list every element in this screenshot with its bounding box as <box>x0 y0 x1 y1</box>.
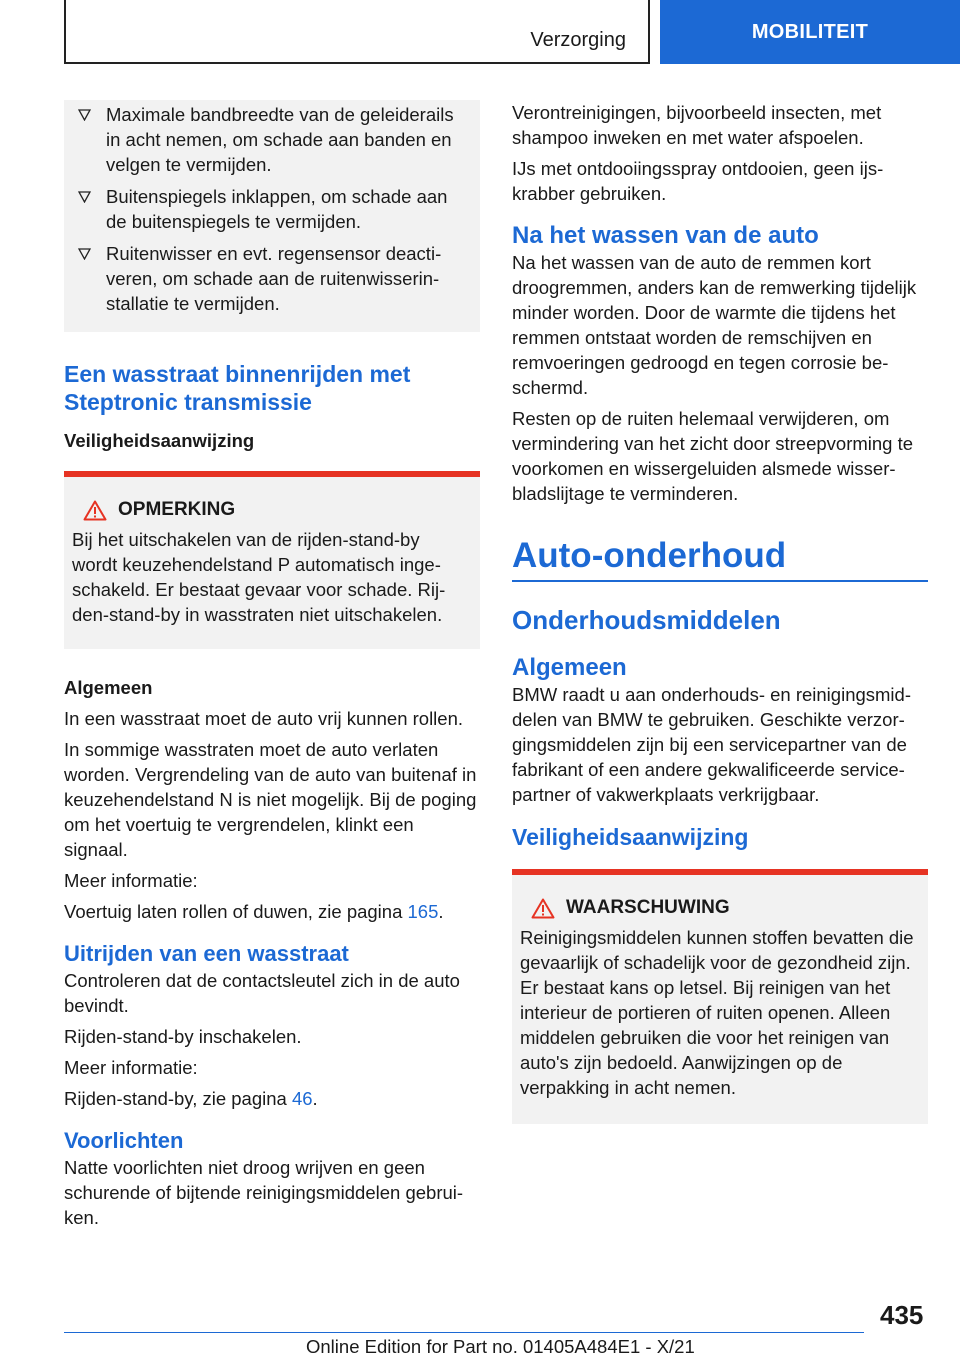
warning-header <box>520 897 914 919</box>
page-reference: Voertuig laten rollen of duwen, zie pagina 165. <box>64 901 444 922</box>
footer-rule <box>64 1332 864 1333</box>
page-link-46[interactable]: 46 <box>291 1088 313 1109</box>
heading-onderhoudsmiddelen: Onderhoudsmiddelen <box>512 605 781 635</box>
notice-header <box>72 499 466 521</box>
paragraph: Controleren dat de contactsleutel zich in de auto bevindt. <box>64 970 460 1016</box>
header-section-title: Verzorging <box>530 29 626 51</box>
bullet-text: Buitenspiegels inklappen, om schade aan de buitenspiegels te vermijden. <box>106 186 448 232</box>
page-reference: Rijden-stand-by, zie pagina 46. <box>64 1088 318 1109</box>
notice-box <box>64 471 480 649</box>
paragraph: Natte voorlichten niet droog wrijven en geen schurende of bijtende reinigingsmiddelen gebruiken. <box>64 1157 464 1228</box>
triangle-bullet-icon <box>78 241 106 316</box>
paragraph: Na het wassen van de auto de remmen kort droogremmen, anders kan de remwerking tijdelijk minder worden. Door de warmte die tijdens het remmen ontstaat worden de remschijven en remvoeringen gedroogd en tegen corrosie beschermd. <box>512 252 917 398</box>
heading-voorlichten: Voorlichten <box>64 1128 184 1153</box>
triangle-bullet-icon <box>78 102 106 177</box>
paragraph: In sommige wasstraten moet de auto verlaten worden. Vergrendeling van de auto van buitenaf in keuzehendelstand N is niet mogelijk. Bij de poging om het voertuig te vergrendelen, klinkt een signaal. <box>64 739 477 860</box>
heading-veiligheid-right: Veiligheidsaanwijzing <box>512 824 749 850</box>
list-item <box>78 102 462 184</box>
heading-uitrijden: Uitrijden van een wasstraat <box>64 941 349 966</box>
header-chapter-tab[interactable]: MOBILITEIT <box>660 0 960 64</box>
left-column <box>64 100 480 1236</box>
list-item <box>78 241 462 326</box>
paragraph: IJs met ontdooiingsspray ontdooien, geen ijskrabber gebruiken. <box>512 158 884 204</box>
chapter-title: Auto-onderhoud <box>512 536 787 575</box>
bullet-list-box <box>64 100 480 332</box>
page-link-165[interactable]: 165 <box>407 901 439 922</box>
warning-text: Reinigingsmiddelen kunnen stoffen bevatten die gevaarlijk of schadelijk voor de gezondheid zijn. Er bestaat kans op letsel. Bij reinigen van het interieur de portieren of ruiten openen. Alleen middelen gebruiken die voor het reinigen van auto's zijn bedoeld. Aanwijzingen op de verpakking in acht nemen. <box>520 927 914 1098</box>
triangle-bullet-icon <box>78 184 106 234</box>
page-number: 435 <box>880 1300 924 1330</box>
paragraph: Verontreinigingen, bijvoorbeeld insecten, met shampoo inweken en met water afspoelen. <box>512 102 882 148</box>
warning-triangle-icon <box>72 500 118 521</box>
heading-steptronic: Een wasstraat binnenrijden met Steptronic transmissie <box>64 361 411 415</box>
right-column <box>512 100 928 1124</box>
notice-text: Bij het uitschakelen van de rijden-stand-by wordt keuzehendelstand P automatisch ingeschakeld. Er bestaat gevaar voor schade. Rijden-stand-by in wasstraten niet uitschakelen. <box>72 529 446 625</box>
heading-algemeen-right: Algemeen <box>512 654 627 681</box>
warning-title: WAARSCHUWING <box>566 897 730 918</box>
heading-na-wassen: Na het wassen van de auto <box>512 222 819 249</box>
heading-algemeen: Algemeen <box>64 677 153 698</box>
paragraph: BMW raadt u aan onderhouds- en reinigingsmiddelen van BMW te gebruiken. Geschikte verzorgingsmiddelen zijn bij een servicepartner van de fabrikant of een andere gekwalificeerde servicepartner of vakwerkplaats verkrijgbaar. <box>512 684 911 805</box>
warning-triangle-icon <box>520 898 566 919</box>
list-item <box>78 184 462 241</box>
paragraph: Meer informatie: <box>64 1057 198 1078</box>
bullet-text: Ruitenwisser en evt. regensensor deactiveren, om schade aan de ruitenwisserinstallatie te vermijden. <box>106 243 442 314</box>
bullet-text: Maximale bandbreedte van de geleiderails in acht nemen, om schade aan banden en velgen te vermijden. <box>106 104 454 175</box>
heading-safety: Veiligheidsaanwijzing <box>64 430 255 451</box>
notice-title: OPMERKING <box>118 499 236 520</box>
paragraph: In een wasstraat moet de auto vrij kunnen rollen. <box>64 708 464 729</box>
paragraph: Rijden-stand-by inschakelen. <box>64 1026 302 1047</box>
page-header <box>0 0 960 66</box>
paragraph: Meer informatie: <box>64 870 198 891</box>
chapter-rule <box>512 580 928 582</box>
header-section-box <box>64 0 650 64</box>
warning-box <box>512 869 928 1124</box>
paragraph: Resten op de ruiten helemaal verwijderen, om vermindering van het zicht door streepvorming te voorkomen en wissergeluiden alsmede wisserbladslijtage te verminderen. <box>512 408 914 504</box>
footer-edition: Online Edition for Part no. 01405A484E1 - X/21 <box>306 1336 695 1357</box>
